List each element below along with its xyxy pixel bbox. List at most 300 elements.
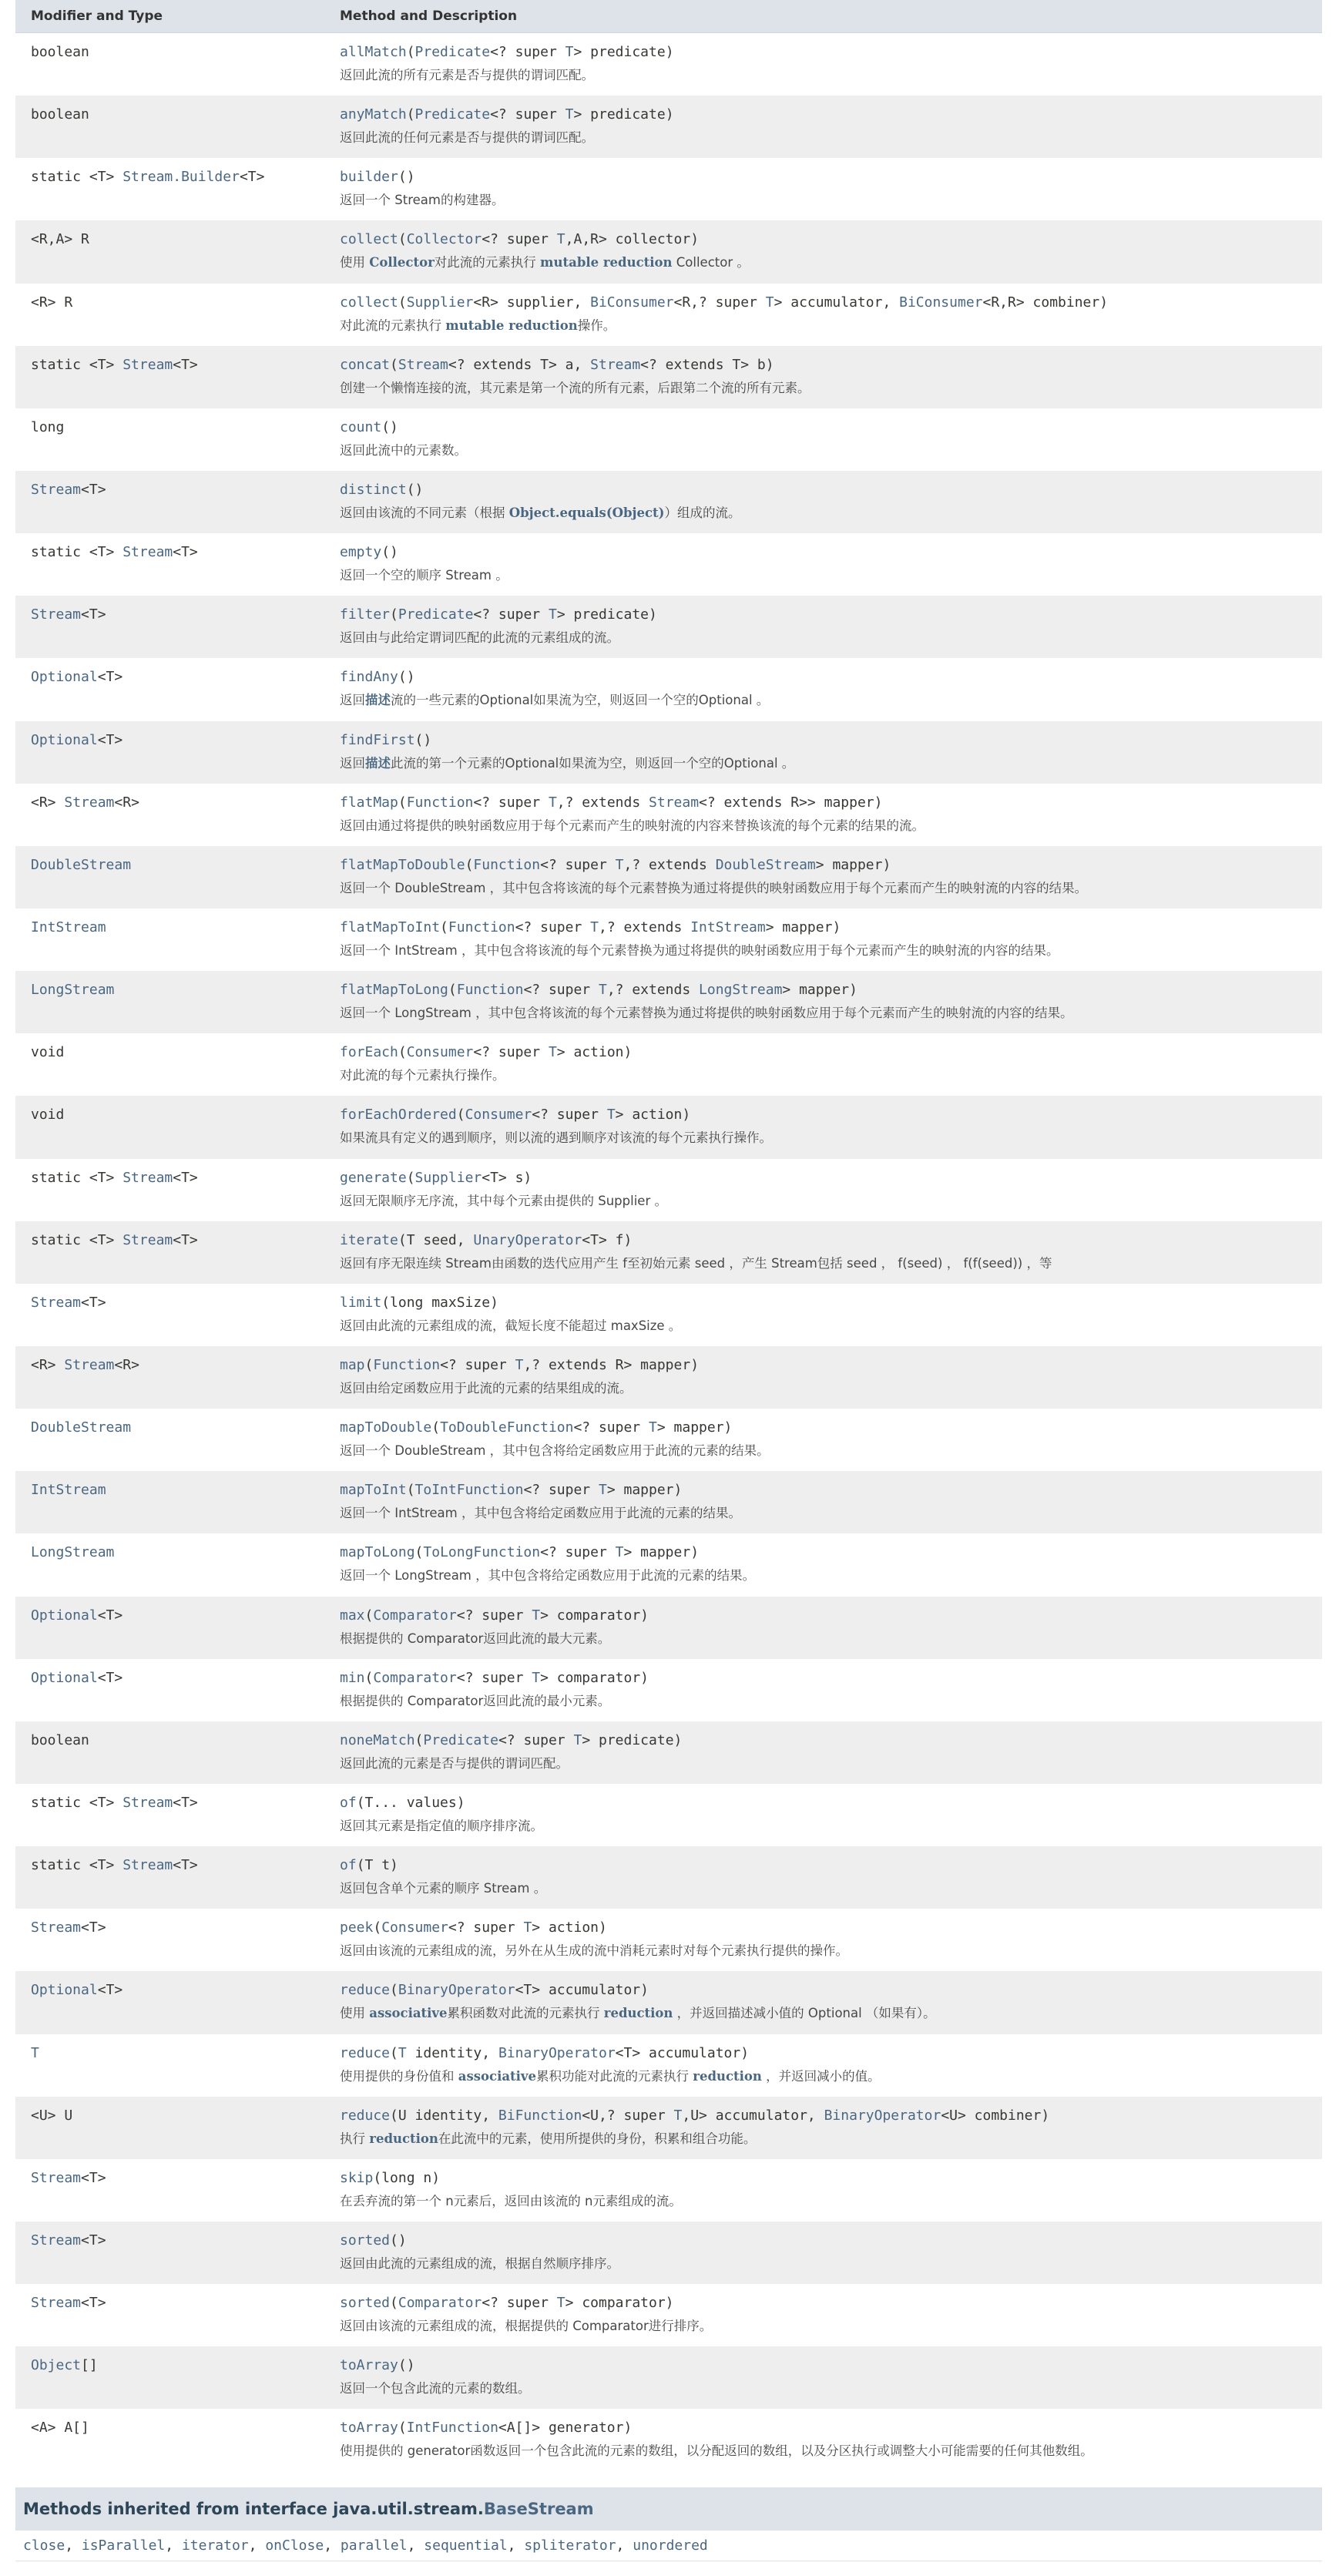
type-link[interactable]: reduce — [340, 2107, 391, 2124]
description-text: 返回无限顺序无序流，其中每个元素由提供的 Supplier 。 — [340, 1193, 667, 1208]
table-row — [15, 471, 1322, 533]
modifier-type-cell — [15, 408, 326, 471]
type-link[interactable]: Stream — [649, 794, 700, 811]
method-description — [340, 129, 1322, 146]
signature-text: <? super — [456, 1607, 532, 1624]
type-link[interactable]: LongStream — [699, 982, 783, 999]
inherited-method-link[interactable]: parallel — [340, 2537, 408, 2554]
type-link[interactable]: forEach — [340, 1044, 398, 1061]
type-link[interactable]: T — [556, 231, 565, 248]
type-link[interactable]: Supplier — [406, 294, 474, 311]
method-description — [340, 1631, 1322, 1647]
method-description-cell — [326, 1784, 1322, 1846]
modifier-type-cell — [15, 908, 326, 971]
table-row — [15, 533, 1322, 596]
type-link[interactable]: BinaryOperator — [498, 2044, 616, 2061]
type-link[interactable]: ToIntFunction — [414, 1482, 524, 1499]
type-link[interactable]: Comparator — [398, 2295, 482, 2312]
type-link[interactable]: Stream — [122, 1794, 173, 1811]
modifier-type-cell — [15, 2409, 326, 2471]
type-link[interactable]: collect — [340, 231, 398, 248]
doc-link[interactable]: reduction — [603, 2006, 673, 2021]
separator: , — [65, 2537, 82, 2554]
return-type — [31, 1982, 326, 1999]
method-signature — [340, 2107, 1322, 2124]
signature-text: <? super — [482, 2295, 557, 2312]
signature-text: long — [31, 418, 65, 435]
method-description-cell — [326, 1909, 1322, 1971]
description-text: 返回其元素是指定值的顺序排序流。 — [340, 1818, 543, 1833]
type-link[interactable]: sorted — [340, 2295, 391, 2312]
modifier-type-cell — [15, 1909, 326, 1971]
description-text: 返回有序无限连续 Stream由函数的迭代应用产生 f至初始元素 seed ，产生 Stream包括 seed ， f(seed) ， f(f(seed)) ，等 — [340, 1255, 1052, 1271]
type-link[interactable]: T — [556, 2295, 565, 2312]
type-link[interactable]: flatMapToLong — [340, 982, 448, 999]
method-description-cell — [326, 2097, 1322, 2159]
signature-text: <? super — [473, 1044, 549, 1061]
return-type — [31, 1419, 326, 1436]
doc-link[interactable]: Object.equals(Object) — [508, 505, 665, 520]
type-link[interactable]: T — [765, 294, 774, 311]
type-link[interactable]: T — [532, 1607, 541, 1624]
type-link[interactable]: T — [548, 794, 557, 811]
method-description — [340, 2131, 1322, 2148]
modifier-type-cell — [15, 1721, 326, 1784]
signature-text: (U identity, — [390, 2107, 498, 2124]
method-description — [340, 505, 1322, 522]
inherited-method-link[interactable]: isParallel — [81, 2537, 166, 2554]
modifier-type-cell — [15, 96, 326, 158]
separator: , — [507, 2537, 525, 2554]
type-link[interactable]: flatMapToDouble — [340, 856, 465, 873]
method-description — [340, 2443, 1322, 2460]
table-row — [15, 784, 1322, 846]
method-description — [340, 2193, 1322, 2210]
return-type — [31, 606, 326, 623]
doc-link[interactable]: reduction — [693, 2068, 762, 2084]
modifier-type-cell — [15, 1033, 326, 1096]
description-text: 创建一个懒惰连接的流，其元素是第一个流的所有元素，后跟第二个流的所有元素。 — [340, 380, 810, 395]
type-link[interactable]: mapToInt — [340, 1482, 407, 1499]
type-link[interactable]: Stream — [31, 2169, 82, 2186]
signature-text: <? super — [473, 606, 549, 623]
type-link[interactable]: generate — [340, 1169, 407, 1186]
type-link[interactable]: T — [398, 2044, 407, 2061]
type-link[interactable]: findAny — [340, 669, 398, 686]
method-description-cell — [326, 1971, 1322, 2034]
type-link[interactable]: Stream — [122, 1857, 173, 1874]
inherited-method-link[interactable]: onClose — [265, 2537, 324, 2554]
method-signature — [340, 919, 1322, 936]
description-text: 返回一个 DoubleStream ，其中包含将给定函数应用于此流的元素的结果。 — [340, 1443, 770, 1459]
type-link[interactable]: toArray — [340, 2420, 398, 2437]
inherited-method-link[interactable]: sequential — [424, 2537, 508, 2554]
signature-text: () — [414, 731, 432, 748]
type-link[interactable]: reduce — [340, 1982, 391, 1999]
type-link[interactable]: BinaryOperator — [824, 2107, 941, 2124]
signature-text: void — [31, 1107, 65, 1123]
method-description-cell — [326, 846, 1322, 908]
signature-text: <R> — [31, 1356, 65, 1373]
type-link[interactable]: anyMatch — [340, 106, 407, 123]
return-type — [31, 919, 326, 936]
method-description — [340, 67, 1322, 84]
method-description — [340, 1505, 1322, 1522]
table-row — [15, 721, 1322, 784]
doc-link[interactable]: associative — [369, 2006, 448, 2021]
inherited-method-link[interactable]: close — [23, 2537, 65, 2554]
doc-link[interactable]: 描述 — [365, 693, 391, 708]
description-text: 此流的第一个元素的Optional如果流为空，则返回一个空的Optional 。 — [391, 755, 795, 771]
modifier-type-cell — [15, 2346, 326, 2409]
type-link[interactable]: Function — [473, 856, 541, 873]
method-description-cell — [326, 1721, 1322, 1784]
inherited-method-link[interactable]: iterator — [181, 2537, 249, 2554]
signature-text: (T t) — [356, 1857, 398, 1874]
type-link[interactable]: DoubleStream — [31, 1419, 132, 1436]
method-signature — [340, 1732, 1322, 1749]
method-description-cell — [326, 1033, 1322, 1096]
type-link[interactable]: allMatch — [340, 44, 407, 60]
table-row — [15, 1971, 1322, 2034]
type-link[interactable]: Stream — [590, 356, 641, 373]
type-link[interactable]: IntStream — [31, 1482, 106, 1499]
method-description-cell — [326, 346, 1322, 408]
return-type — [31, 1670, 326, 1687]
type-link[interactable]: Stream — [31, 2232, 82, 2249]
table-row — [15, 1721, 1322, 1784]
type-link[interactable]: LongStream — [31, 1544, 115, 1561]
type-link[interactable]: ToLongFunction — [423, 1544, 541, 1561]
inherited-title-prefix: Methods inherited from interface java.util.stream. — [23, 2500, 484, 2518]
method-description — [340, 567, 1322, 584]
type-link[interactable]: T — [615, 1544, 624, 1561]
signature-text: <R,? super — [673, 294, 766, 311]
signature-text: static <T> — [31, 169, 123, 186]
signature-text: <R> supplier, — [473, 294, 591, 311]
signature-text: () — [398, 669, 415, 686]
type-link[interactable]: Function — [456, 982, 524, 999]
type-link[interactable]: distinct — [340, 481, 407, 498]
type-link[interactable]: T — [548, 1044, 557, 1061]
table-row — [15, 1409, 1322, 1471]
type-link[interactable]: Predicate — [398, 606, 474, 623]
signature-text: ,U> accumulator, — [682, 2107, 824, 2124]
signature-text: > action) — [615, 1107, 691, 1123]
type-link[interactable]: toArray — [340, 2357, 398, 2374]
type-link[interactable]: Stream.Builder — [122, 169, 240, 186]
method-signature — [340, 2295, 1322, 2312]
modifier-type-cell — [15, 346, 326, 408]
description-text: 根据提供的 Comparator返回此流的最小元素。 — [340, 1693, 611, 1708]
type-link[interactable]: Collector — [406, 231, 482, 248]
signature-text: <T> — [239, 169, 265, 186]
type-link[interactable]: T — [523, 1919, 532, 1936]
signature-text: (long n) — [373, 2169, 441, 2186]
type-link[interactable]: T — [606, 1107, 616, 1123]
inherited-method-link[interactable]: spliterator — [524, 2537, 616, 2554]
doc-link[interactable]: reduction — [369, 2131, 438, 2146]
type-link[interactable]: Stream — [122, 356, 173, 373]
type-link[interactable]: T — [673, 2107, 683, 2124]
method-signature — [340, 2420, 1322, 2437]
type-link[interactable]: iterate — [340, 1231, 398, 1248]
description-text: 返回一个 IntStream ，其中包含将给定函数应用于此流的元素的结果。 — [340, 1506, 741, 1521]
type-link[interactable]: sorted — [340, 2232, 391, 2249]
signature-text: ( — [390, 2295, 398, 2312]
method-description — [340, 2318, 1322, 2335]
signature-text: <A> A[] — [31, 2420, 89, 2437]
table-row — [15, 658, 1322, 720]
type-link[interactable]: empty — [340, 544, 382, 561]
signature-text: <T> — [173, 1794, 198, 1811]
modifier-type-cell — [15, 596, 326, 658]
signature-text: ( — [398, 2420, 407, 2437]
inherited-method-link[interactable]: unordered — [633, 2537, 708, 2554]
type-link[interactable]: filter — [340, 606, 391, 623]
table-row — [15, 2409, 1322, 2471]
type-link[interactable]: noneMatch — [340, 1731, 415, 1748]
type-link[interactable]: T — [565, 106, 574, 123]
type-link[interactable]: Stream — [64, 794, 115, 811]
signature-text: <U> U — [31, 2107, 73, 2124]
method-signature — [340, 857, 1322, 874]
type-link[interactable]: Optional — [31, 731, 98, 748]
type-link[interactable]: reduce — [340, 2044, 391, 2061]
type-link[interactable]: T — [598, 1482, 607, 1499]
separator: , — [407, 2537, 425, 2554]
signature-text: > comparator) — [565, 2295, 674, 2312]
modifier-type-cell — [15, 1346, 326, 1409]
method-description — [340, 1193, 1322, 1210]
type-link[interactable]: Function — [373, 1356, 441, 1373]
method-signature — [340, 1044, 1322, 1061]
method-signature — [340, 544, 1322, 561]
table-row — [15, 2034, 1322, 2097]
type-link[interactable]: min — [340, 1669, 365, 1686]
method-signature — [340, 1670, 1322, 1687]
description-text: 累积函数对此流的元素执行 — [447, 2006, 604, 2021]
type-link[interactable]: T — [565, 44, 574, 60]
signature-text: (long maxSize) — [381, 1294, 498, 1311]
signature-text: ,? extends — [556, 794, 649, 811]
return-type — [31, 106, 326, 123]
type-link[interactable]: BiConsumer — [590, 294, 674, 311]
description-text: 流的一些元素的Optional如果流为空，则返回一个空的Optional 。 — [391, 693, 770, 708]
type-link[interactable]: Stream — [122, 544, 173, 561]
signature-text: <T> — [81, 1294, 106, 1311]
signature-text: > mapper) — [656, 1419, 733, 1436]
type-link[interactable]: T — [548, 606, 557, 623]
type-link[interactable]: T — [598, 982, 607, 999]
signature-text: <? super — [473, 794, 549, 811]
return-type — [31, 482, 326, 499]
method-description — [340, 692, 1322, 709]
signature-text: > predicate) — [582, 1731, 683, 1748]
signature-text: static <T> — [31, 1794, 123, 1811]
doc-link[interactable]: Collector — [369, 255, 435, 270]
signature-text: ( — [390, 356, 398, 373]
type-link[interactable]: UnaryOperator — [473, 1231, 582, 1248]
doc-link[interactable]: 描述 — [365, 755, 391, 771]
description-text: ）组成的流。 — [664, 505, 741, 520]
type-link[interactable]: limit — [340, 1294, 382, 1311]
type-link[interactable]: Function — [448, 919, 515, 935]
basestream-link[interactable]: BaseStream — [483, 2500, 594, 2518]
method-description-cell — [326, 158, 1322, 220]
description-text: 返回一个 IntStream ，其中包含将该流的每个元素替换为通过将提供的映射函数应用于每个元素而产生的映射流的内容的结果。 — [340, 942, 1059, 958]
method-description-cell — [326, 33, 1322, 96]
signature-text: ( — [398, 294, 407, 311]
type-link[interactable]: concat — [340, 356, 391, 373]
table-header — [15, 0, 1322, 33]
return-type — [31, 794, 326, 811]
type-link[interactable]: of — [340, 1857, 357, 1874]
description-text: 返回一个 LongStream ，其中包含将给定函数应用于此流的元素的结果。 — [340, 1568, 756, 1584]
type-link[interactable]: T — [590, 919, 599, 935]
signature-text: <T> accumulator) — [615, 2044, 750, 2061]
type-link[interactable]: Stream — [31, 606, 82, 623]
type-link[interactable]: count — [340, 418, 382, 435]
type-link[interactable]: Stream — [31, 1294, 82, 1311]
table-row — [15, 2097, 1322, 2159]
type-link[interactable]: collect — [340, 294, 398, 311]
signature-text: <R> — [31, 794, 65, 811]
type-link[interactable]: Stream — [31, 2295, 82, 2312]
signature-text: ( — [406, 1169, 415, 1186]
type-link[interactable]: T — [532, 1669, 541, 1686]
description-text: Collector 。 — [672, 255, 750, 270]
type-link[interactable]: skip — [340, 2169, 374, 2186]
type-link[interactable]: Optional — [31, 1982, 98, 1999]
return-type — [31, 544, 326, 561]
type-link[interactable]: Stream — [398, 356, 448, 373]
type-link[interactable]: ToDoubleFunction — [440, 1419, 574, 1436]
type-link[interactable]: Comparator — [373, 1607, 457, 1624]
return-type — [31, 2170, 326, 2187]
type-link[interactable]: Predicate — [414, 106, 491, 123]
type-link[interactable]: Optional — [31, 669, 98, 686]
table-row — [15, 596, 1322, 658]
type-link[interactable]: Consumer — [406, 1044, 474, 1061]
type-link[interactable]: of — [340, 1794, 357, 1811]
method-description — [340, 317, 1322, 334]
doc-link[interactable]: mutable reduction — [540, 255, 673, 270]
method-description-cell — [326, 408, 1322, 471]
type-link[interactable]: Stream — [64, 1356, 115, 1373]
signature-text: boolean — [31, 44, 89, 60]
method-description — [340, 1067, 1322, 1084]
type-link[interactable]: Consumer — [381, 1919, 448, 1936]
type-link[interactable]: findFirst — [340, 731, 415, 748]
modifier-type-cell — [15, 2159, 326, 2222]
description-text: ，并返回描述减小值的 Optional （如果有）。 — [673, 2006, 936, 2021]
return-type — [31, 1607, 326, 1624]
type-link[interactable]: T — [31, 2044, 39, 2061]
type-link[interactable]: IntStream — [690, 919, 766, 935]
type-link[interactable]: forEachOrdered — [340, 1107, 457, 1123]
signature-text: <? extends R>> mapper) — [699, 794, 883, 811]
table-row — [15, 1221, 1322, 1284]
method-signature — [340, 357, 1322, 374]
type-link[interactable]: mapToDouble — [340, 1419, 432, 1436]
type-link[interactable]: Optional — [31, 1669, 98, 1686]
type-link[interactable]: map — [340, 1356, 365, 1373]
signature-text: ( — [414, 1731, 424, 1748]
type-link[interactable]: Function — [406, 794, 474, 811]
signature-text: <? super — [573, 1419, 649, 1436]
type-link[interactable]: flatMap — [340, 794, 398, 811]
type-link[interactable]: T — [649, 1419, 657, 1436]
type-link[interactable]: BiConsumer — [899, 294, 983, 311]
signature-text: static <T> — [31, 1857, 123, 1874]
type-link[interactable]: builder — [340, 169, 398, 186]
type-link[interactable]: peek — [340, 1919, 374, 1936]
method-signature — [340, 2045, 1322, 2062]
type-link[interactable]: Predicate — [423, 1731, 498, 1748]
signature-text: <T> — [173, 1169, 198, 1186]
separator: , — [165, 2537, 182, 2554]
return-type — [31, 1857, 326, 1874]
method-signature — [340, 794, 1322, 811]
type-link[interactable]: Predicate — [414, 44, 491, 60]
method-description-cell — [326, 2159, 1322, 2222]
table-row — [15, 284, 1322, 346]
type-link[interactable]: Stream — [31, 481, 82, 498]
doc-link[interactable]: associative — [458, 2068, 537, 2084]
type-link[interactable]: flatMapToInt — [340, 919, 441, 935]
method-description — [340, 254, 1322, 271]
type-link[interactable]: mapToLong — [340, 1544, 415, 1561]
type-link[interactable]: BinaryOperator — [398, 1982, 515, 1999]
table-row — [15, 33, 1322, 96]
table-row — [15, 908, 1322, 971]
type-link[interactable]: IntStream — [31, 919, 106, 935]
type-link[interactable]: T — [573, 1731, 582, 1748]
type-link[interactable]: LongStream — [31, 982, 115, 999]
type-link[interactable]: Optional — [31, 1607, 98, 1624]
signature-text: ( — [448, 982, 457, 999]
signature-text: () — [406, 481, 424, 498]
method-description-cell — [326, 908, 1322, 971]
type-link[interactable]: DoubleStream — [715, 856, 816, 873]
doc-link[interactable]: mutable reduction — [445, 317, 578, 333]
signature-text: <T> — [97, 1669, 123, 1686]
description-text: 返回一个 DoubleStream ，其中包含将该流的每个元素替换为通过将提供的映射函数应用于每个元素而产生的映射流的内容的结果。 — [340, 880, 1088, 895]
type-link[interactable]: Comparator — [373, 1669, 457, 1686]
type-link[interactable]: Consumer — [465, 1107, 532, 1123]
type-link[interactable]: max — [340, 1607, 365, 1624]
type-link[interactable]: Stream — [122, 1231, 173, 1248]
type-link[interactable]: Object — [31, 2357, 82, 2374]
method-signature — [340, 1107, 1322, 1123]
type-link[interactable]: BiFunction — [498, 2107, 582, 2124]
type-link[interactable]: Stream — [31, 1919, 82, 1936]
signature-text: ,? extends — [606, 982, 700, 999]
table-row — [15, 1159, 1322, 1221]
type-link[interactable]: Supplier — [414, 1169, 482, 1186]
method-description-cell — [326, 1533, 1322, 1596]
method-description-cell — [326, 1221, 1322, 1284]
type-link[interactable]: T — [615, 856, 624, 873]
type-link[interactable]: T — [515, 1356, 524, 1373]
type-link[interactable]: Stream — [122, 1169, 173, 1186]
return-type — [31, 294, 326, 311]
method-signature — [340, 2170, 1322, 2187]
method-signature — [340, 1795, 1322, 1812]
type-link[interactable]: IntFunction — [406, 2420, 498, 2437]
type-link[interactable]: DoubleStream — [31, 856, 132, 873]
